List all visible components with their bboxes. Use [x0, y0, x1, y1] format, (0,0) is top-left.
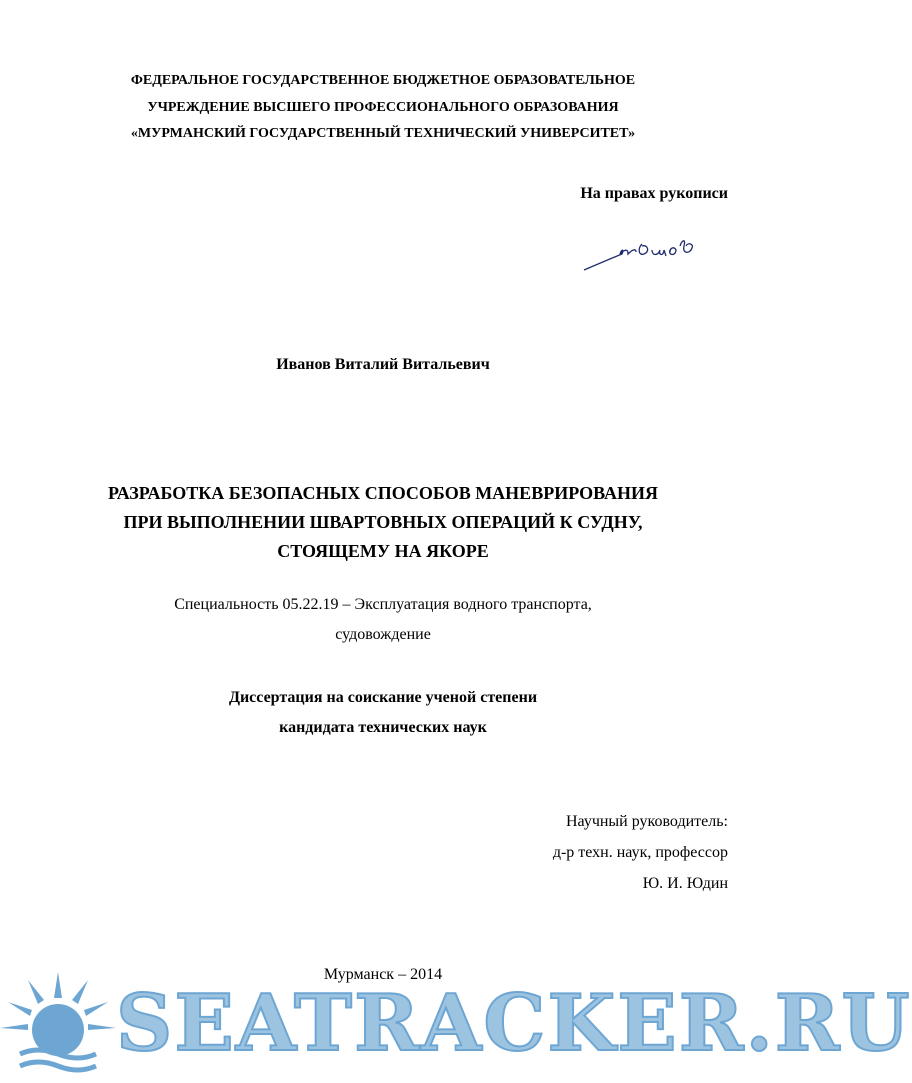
watermark-text: SEATRACKER.RU [116, 978, 912, 1069]
title-line-3: СТОЯЩЕМУ НА ЯКОРЕ [277, 541, 489, 561]
degree-statement [0, 683, 766, 743]
specialty-line-2: судовождение [335, 626, 431, 643]
manuscript-note: На правах рукописи [580, 185, 728, 202]
signature [578, 228, 718, 276]
institution-line-2: УЧРЕЖДЕНИЕ ВЫСШЕГО ПРОФЕССИОНАЛЬНОГО ОБРАЗОВАНИЯ [147, 99, 619, 115]
supervisor-block [553, 806, 728, 899]
supervisor-degree: д-р техн. наук, профессор [552, 844, 728, 861]
degree-line-1: Диссертация на соискание ученой степени [228, 689, 538, 706]
author-name: Иванов Виталий Витальевич [276, 356, 490, 373]
institution-header [0, 68, 766, 148]
specialty [0, 590, 766, 650]
sun-wave-icon [0, 968, 116, 1080]
city-year: Мурманск – 2014 [323, 966, 443, 983]
title-line-1: РАЗРАБОТКА БЕЗОПАСНЫХ СПОСОБОВ МАНЕВРИРОВАНИЯ [108, 483, 658, 503]
supervisor-name: Ю. И. Юдин [642, 875, 728, 892]
institution-line-1: ФЕДЕРАЛЬНОЕ ГОСУДАРСТВЕННОЕ БЮДЖЕТНОЕ ОБРАЗОВАТЕЛЬНОЕ [130, 73, 636, 88]
dissertation-title [0, 479, 766, 566]
institution-line-3: «МУРМАНСКИЙ ГОСУДАРСТВЕННЫЙ ТЕХНИЧЕСКИЙ УНИВЕРСИТЕТ» [130, 126, 636, 141]
specialty-line-1: Специальность 05.22.19 – Эксплуатация водного транспорта, [174, 596, 592, 613]
degree-line-2: кандидата технических наук [279, 719, 487, 736]
title-line-2: ПРИ ВЫПОЛНЕНИИ ШВАРТОВНЫХ ОПЕРАЦИЙ К СУДНУ, [123, 512, 643, 532]
supervisor-label: Научный руководитель: [565, 813, 728, 830]
